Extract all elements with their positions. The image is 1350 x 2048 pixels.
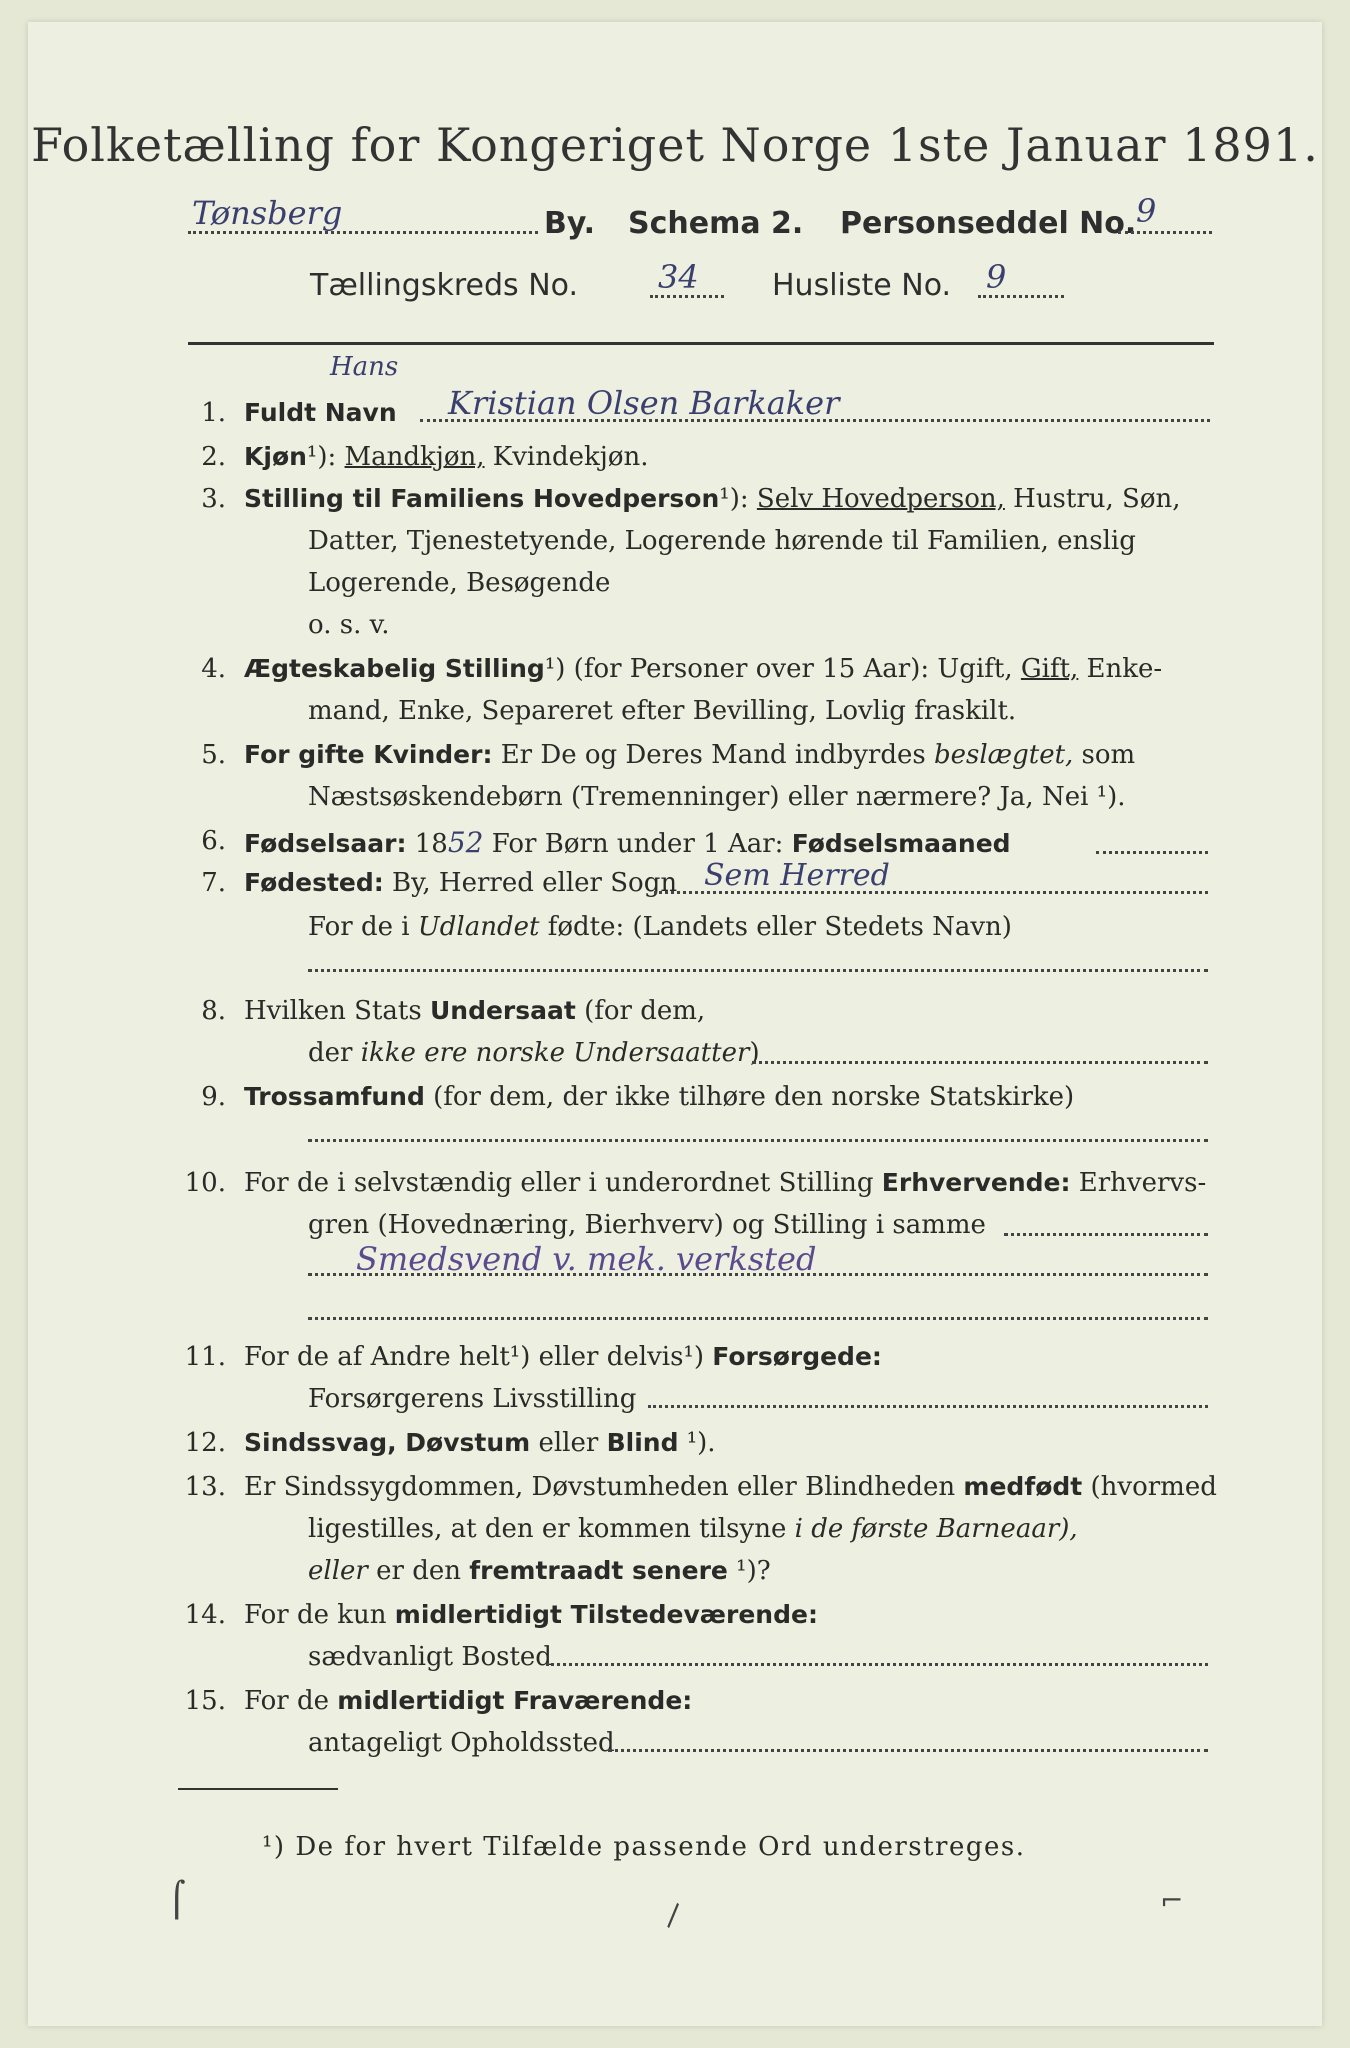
item-text-line2: mand, Enke, Separeret efter Bevilling, Lovlig fraskilt. (308, 696, 1017, 726)
item-text-part: ligestilles, at den er kommen tilsyne (308, 1514, 795, 1544)
personseddel-dotted-line (1118, 230, 1212, 234)
abroad-dotted-line (308, 968, 1208, 972)
opholdssted-dotted-line (608, 1748, 1208, 1752)
item-text-line1 (244, 1168, 1206, 1198)
item-label: Fødested: (244, 868, 384, 897)
item-text-part: For de i (308, 912, 418, 942)
item-text-part: ) (749, 1038, 760, 1068)
kreds-dotted-line (650, 294, 724, 298)
item-label: Sindssvag, Døvstum (244, 1428, 531, 1457)
item-text-line1 (244, 740, 1135, 770)
item-label: midlertidigt Tilstedeværende: (394, 1600, 818, 1629)
item-number: 4. (201, 654, 226, 684)
full-name-value: Kristian Olsen Barkaker (448, 384, 840, 422)
item-text-line1 (244, 868, 677, 898)
occupation-dotted-line-2 (308, 1272, 1208, 1276)
item-text-part: som (1073, 740, 1136, 770)
husliste-label: Husliste No. (772, 268, 952, 303)
item-text-part: For de af Andre helt¹) eller delvis¹) (244, 1342, 713, 1372)
footnote-ref: ¹ (306, 442, 318, 472)
item-text-line1 (244, 1428, 716, 1458)
item-text-line3: Logerende, Besøgende (308, 568, 611, 598)
husliste-no: 9 (986, 258, 1007, 296)
footnote-ref: ¹ (544, 654, 556, 684)
item-text-line2 (308, 1038, 760, 1068)
item-text-line1 (244, 1342, 882, 1372)
item-text-part: der (308, 1038, 361, 1068)
item-text-part: Hustru, Søn, (1013, 484, 1181, 514)
item-text-line1 (244, 1686, 692, 1716)
item-text-italic: beslægtet, (933, 740, 1074, 770)
item-number: 3. (201, 484, 226, 514)
item-label: Fødselsaar: (244, 829, 407, 858)
item-text-part: ): (317, 442, 345, 472)
underlined-option: Gift, (1020, 654, 1079, 684)
item-text-part: By, Herred eller Sogn (383, 868, 678, 898)
form-title: Folketælling for Kongeriget Norge 1ste Januar 1891. (31, 118, 1319, 172)
item-text-part: Hvilken Stats (244, 996, 430, 1026)
item-number: 1. (201, 398, 226, 428)
birth-year-handwritten: 52 (447, 826, 484, 859)
item-label: Kjøn (244, 442, 307, 471)
item-text-italic: eller (308, 1556, 368, 1586)
item-number: 7. (201, 868, 226, 898)
occupation-dotted-line-1 (1004, 1232, 1208, 1236)
item-text-line2: Datter, Tjenestetyende, Logerende hørende til Familien, enslig (308, 526, 1136, 556)
item-text-part: Er De og Deres Mand indbyrdes (492, 740, 934, 770)
header-rule (188, 342, 1214, 345)
city-dotted-line (188, 230, 538, 234)
item-text-line3 (308, 1556, 771, 1586)
item-text-line1 (244, 484, 1181, 514)
item-label: Erhvervende: (881, 1168, 1071, 1197)
stray-mark: ⌠ (168, 1880, 186, 1920)
schema-label: Schema 2. (628, 206, 804, 241)
forsorger-dotted-line (648, 1404, 1208, 1408)
kreds-no: 34 (658, 258, 699, 296)
item-text (244, 442, 648, 472)
item-label: For gifte Kvinder: (244, 740, 493, 769)
item-text-line1 (244, 996, 705, 1026)
item-number: 5. (201, 740, 226, 770)
item-label: fremtraadt senere (469, 1556, 728, 1585)
item-text-line2 (308, 912, 1012, 942)
item-text-italic: i de første Barneaar), (794, 1514, 1078, 1544)
name-dotted-line (420, 418, 1210, 422)
item-label: Blind (606, 1428, 679, 1457)
item-label: medfødt (963, 1472, 1083, 1501)
item-text-line1 (244, 1082, 1074, 1112)
husliste-dotted-line (978, 294, 1064, 298)
stray-mark: ⌐ (1160, 1884, 1184, 1917)
stray-mark: \ (657, 1898, 689, 1933)
item-text-part: For de kun (244, 1600, 395, 1630)
item-text-line1 (244, 826, 1011, 859)
city-schema-row (188, 192, 1214, 248)
month-dotted-line (1096, 850, 1208, 854)
item-number: 8. (201, 996, 226, 1026)
item-text-italic: ikke ere norske Undersaatter (360, 1038, 750, 1068)
footnote-ref: ¹ (719, 484, 730, 514)
item-text-part: fødte: (Landets eller Stedets Navn) (539, 912, 1012, 942)
footnote: ¹) De for hvert Tilfælde passende Ord understreges. (262, 1832, 1026, 1862)
birthplace-value: Sem Herred (704, 858, 890, 893)
item-number: 11. (184, 1342, 226, 1372)
item-label: Stilling til Familiens Hovedperson (244, 484, 720, 513)
city-handwritten: Tønsberg (192, 194, 343, 232)
option-mandkjon-underlined: Mandkjøn, (344, 442, 485, 472)
personseddel-no: 9 (1136, 192, 1157, 230)
item-text-line2: antageligt Opholdssted (308, 1728, 615, 1758)
item-text-part: Enke- (1078, 654, 1163, 684)
item-number: 14. (184, 1600, 226, 1630)
item-text-part: ): (729, 484, 757, 514)
item-text-line1 (244, 1472, 1217, 1502)
footnote-rule (178, 1788, 338, 1790)
item-label: Forsørgede: (712, 1342, 882, 1371)
item-text-line4: o. s. v. (308, 610, 390, 640)
item-text-part: ) (for Personer over 15 Aar): Ugift, (555, 654, 1021, 684)
item-text-line2: gren (Hovednæring, Bierhverv) og Stilling i samme (308, 1210, 986, 1240)
item-text-line2: Forsørgerens Livsstilling (308, 1384, 637, 1414)
occupation-dotted-line-3 (308, 1316, 1208, 1320)
item-number: 15. (184, 1686, 226, 1716)
item-label: Ægteskabelig Stilling (244, 654, 545, 683)
occupation-value: Smedsvend v. mek. verksted (356, 1240, 817, 1278)
personseddel-label: Personseddel No. (840, 206, 1137, 241)
item-text-part: eller (530, 1428, 607, 1458)
item-number: 10. (184, 1168, 226, 1198)
trossamfund-dotted-line (308, 1138, 1208, 1142)
birthplace-dotted-line (654, 890, 1208, 894)
undersaat-dotted-line (752, 1060, 1208, 1064)
item-text-line2: Næstsøskendebørn (Tremenninger) eller nærmere? Ja, Nei ¹). (308, 782, 1126, 812)
item-text-line1 (244, 1600, 818, 1630)
item-text-part: (for dem, (575, 996, 706, 1026)
kreds-husliste-row (310, 258, 1110, 308)
item-text-line1 (244, 654, 1162, 684)
bosted-dotted-line (546, 1662, 1208, 1666)
item-number: 9. (201, 1082, 226, 1112)
handwritten-insert: Hans (330, 352, 399, 382)
year-prefix: 18 (406, 829, 448, 859)
item-text-part: Erhvervs- (1070, 1168, 1207, 1198)
item-text-part: For de i selvstændig eller i underordnet Stilling (244, 1168, 882, 1198)
item-label: Fuldt Navn (244, 398, 397, 427)
item-label: midlertidigt Fraværende: (337, 1686, 693, 1715)
item-text-part: Er Sindssygdommen, Døvstumheden eller Blindheden (244, 1472, 964, 1502)
item-text-part: For Børn under 1 Aar: (483, 829, 792, 859)
underlined-option: Selv Hovedperson, (756, 484, 1005, 514)
item-label: Trossamfund (244, 1082, 425, 1111)
kreds-label: Tællingskreds No. (310, 268, 578, 303)
item-label: Undersaat (429, 996, 576, 1025)
item-text-part: (for dem, der ikke tilhøre den norske Statskirke) (424, 1082, 1075, 1112)
item-number: 6. (201, 826, 226, 856)
item-label: Fødselsmaaned (791, 829, 1011, 858)
item-text-part: For de (244, 1686, 338, 1716)
item-number: 12. (184, 1428, 226, 1458)
item-text-part: ¹). (678, 1428, 716, 1458)
item-number: 2. (201, 442, 226, 472)
option-kvindekjon: Kvindekjøn. (492, 442, 649, 472)
item-text-part: er den (367, 1556, 470, 1586)
item-text-line2 (308, 1514, 1078, 1544)
item-number: 13. (184, 1472, 226, 1502)
item-text-part: (hvormed (1082, 1472, 1217, 1502)
item-text-italic: Udlandet (417, 912, 540, 942)
by-label: By. (544, 206, 596, 241)
item-text-part: ¹)? (727, 1556, 771, 1586)
item-text-line2: sædvanligt Bosted (308, 1642, 552, 1672)
